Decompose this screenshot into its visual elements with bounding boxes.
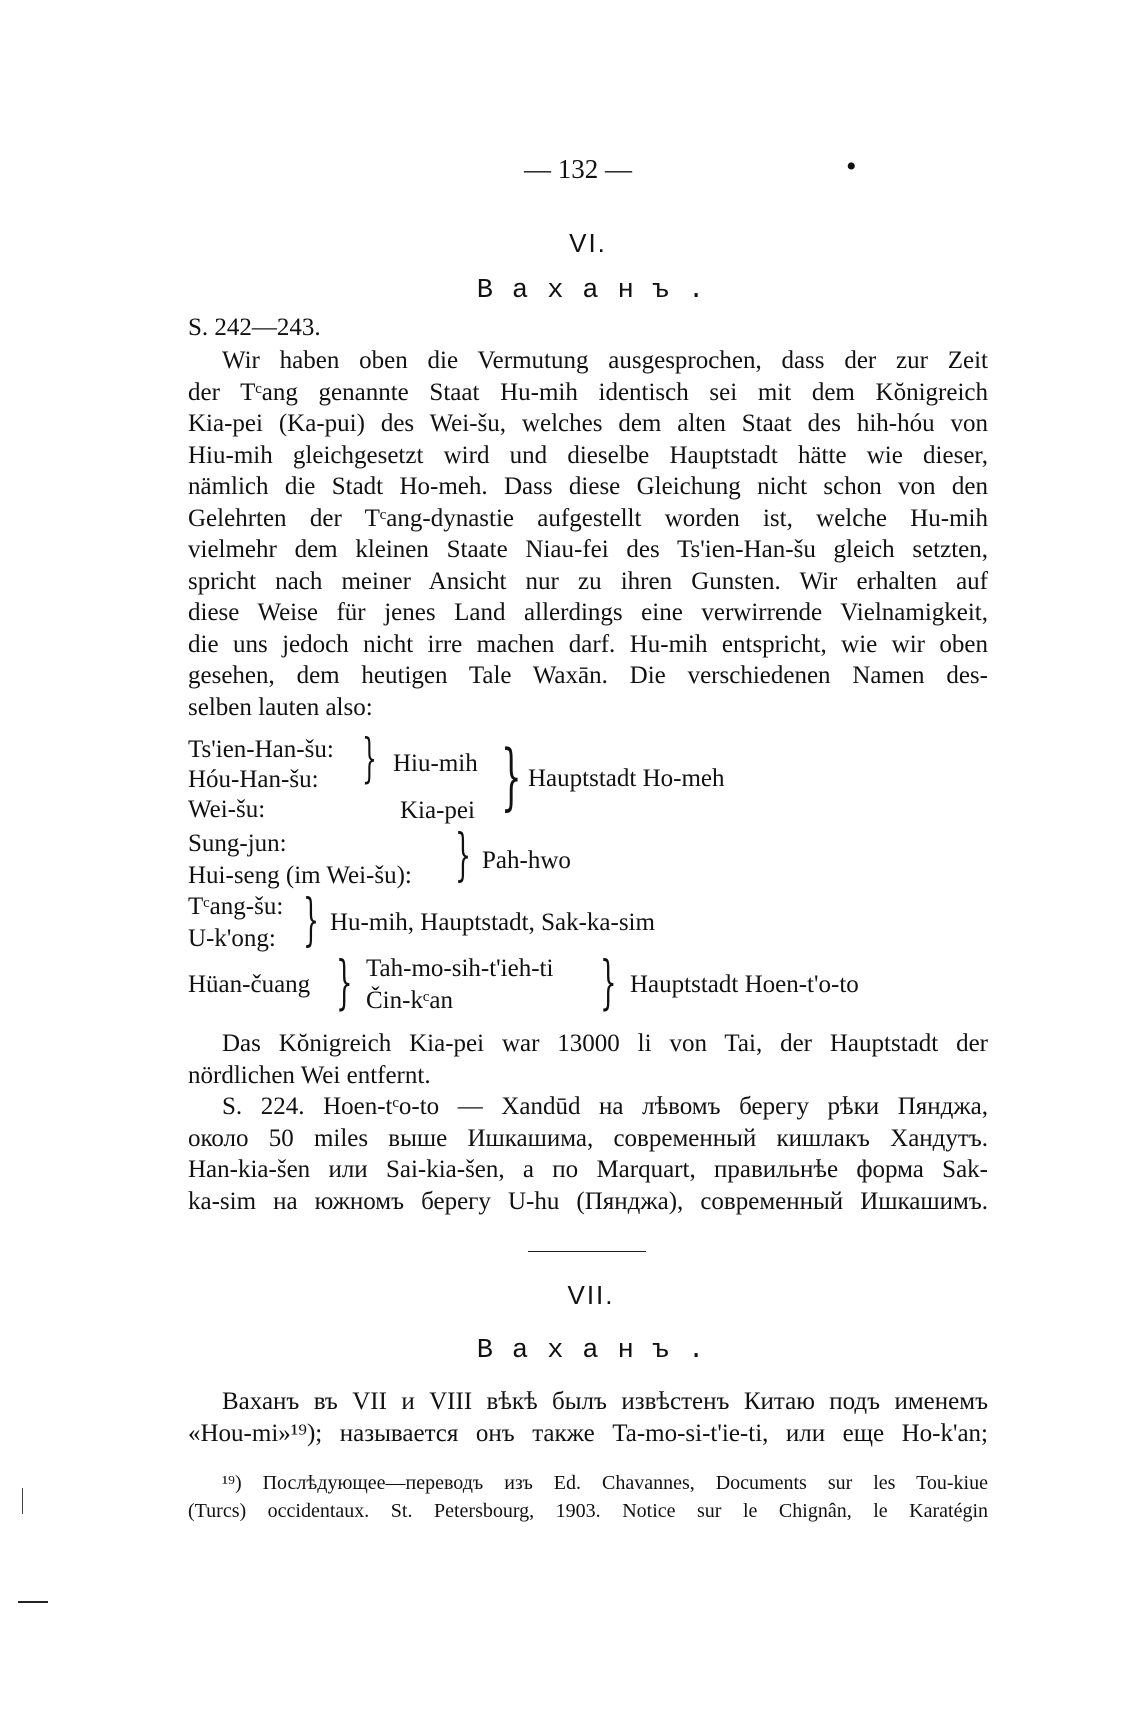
brace-symbol: } [501, 734, 522, 818]
paragraph-vermutung [188, 345, 988, 723]
source-name: Hui-seng (im Wei-šu): [188, 862, 412, 889]
paragraph-line: Gelehrten der Tᶜang-dynastie aufgestellt worden ist, welche Hu-mih [188, 504, 988, 532]
section-title-vakhan-2: Ваханъ. [476, 1336, 724, 1366]
paragraph-line: die uns jedoch nicht irre machen darf. Hu-mih entspricht, wie wir oben [188, 630, 988, 658]
paragraph-line: Hiu-mih gleichgesetzt wird und dieselbe Hauptstadt hätte wie dieser, [188, 441, 988, 469]
country-name: Hiu-mih [393, 750, 478, 777]
capital-result: Pah-hwo [482, 847, 571, 874]
source-name: Tᶜang-šu: [188, 893, 284, 920]
paragraph-line: Kia-pei (Ka-pui) des Wei-šu, welches dem alten Staat des hih-hóu von [188, 410, 988, 437]
footnote-line: (Turcs) occidentaux. St. Petersbourg, 1903. Notice sur le Chignân, le Karatégin [188, 1500, 988, 1522]
paragraph-line: vielmehr dem kleinen Staate Niau-fei des Ts'ien-Han-šu gleich setzten, [188, 536, 988, 563]
paragraph-kia-pei [188, 1028, 988, 1217]
paragraph-vakhan [188, 1386, 988, 1449]
country-name: Kia-pei [400, 797, 475, 824]
capital-result: Hu-mih, Hauptstadt, Sak-ka-sim [330, 909, 655, 936]
paragraph-line: Wir haben oben die Vermutung ausgesprochen, dass der zur Zeit [222, 347, 988, 374]
paragraph-line: около 50 miles выше Ишкашима, современный кишлакъ Хандутъ. [188, 1124, 988, 1152]
section-numeral-vi: VI. [569, 228, 607, 258]
section-divider [528, 1251, 646, 1252]
source-name: Ts'ien-Han-šu: [188, 736, 334, 763]
brace-symbol: } [362, 729, 377, 789]
brace-symbol: } [336, 948, 353, 1016]
footnote [188, 1469, 988, 1525]
brace-symbol: } [455, 823, 472, 888]
capital-result: Hauptstadt Ho-meh [528, 765, 725, 792]
paragraph-line: «Hou-mi»¹⁹); называется онъ также Ta-mo-si-t'ie-ti, или еще Ho-k'an; [188, 1419, 988, 1447]
capital-result: Hauptstadt Hoen-t'o-to [630, 971, 859, 998]
paragraph-line: Das Kŏnigreich Kia-pei war 13000 li von Tai, der Hauptstadt der [222, 1030, 988, 1057]
paragraph-line: ka-sim на южномъ берегу U-hu (Пянджа), современный Ишкашимъ. [188, 1187, 988, 1215]
paragraph-line: Han-kia-šen или Sai-kia-šen, а по Marquart, правильнѣе форма Sak- [188, 1156, 988, 1183]
source-name: Sung-jun: [188, 830, 287, 857]
paragraph-line: nördlichen Wei entfernt. [188, 1061, 431, 1089]
brace-symbol: } [303, 888, 320, 953]
paragraph-line: selben lauten also: [188, 693, 373, 721]
stray-dot: • [846, 150, 857, 183]
source-name: Hóu-Han-šu: [188, 766, 319, 793]
paragraph-line: Ваханъ въ VII и VIII вѣкѣ былъ извѣстенъ Китаю подъ именемъ [222, 1388, 988, 1415]
page-number: — 132 — [524, 154, 632, 184]
paragraph-line: nämlich die Stadt Ho-meh. Dass diese Gleichung nicht schon von den [188, 473, 988, 500]
margin-mark [22, 1488, 23, 1514]
paragraph-line: spricht nach meiner Ansicht nur zu ihren Gunsten. Wir erhalten auf [188, 567, 988, 595]
section-numeral-vii: VII. [567, 1280, 615, 1310]
country-name: Tah-mo-sih-t'ieh-ti [366, 955, 554, 982]
source-name: U-k'ong: [188, 925, 276, 952]
source-name: Hüan-čuang [188, 971, 311, 998]
paragraph-line: diese Weise für jenes Land allerdings eine verwirrende Vielnamigkeit, [188, 599, 988, 626]
section-reference: S. 242—243. [188, 314, 321, 341]
paragraph-line: gesehen, dem heutigen Tale Waxān. Die verschiedenen Namen des- [188, 662, 988, 689]
country-name: Čin-kᶜan [366, 987, 453, 1014]
paragraph-line: S. 224. Hoen-tᶜo-to — Xandūd на лѣвомъ берегу рѣки Пянджа, [222, 1093, 988, 1120]
source-name: Wei-šu: [188, 796, 266, 823]
footnote-line: ¹⁹) Послѣдующее—переводъ изъ Ed. Chavannes, Documents sur les Tou-kiue [222, 1472, 988, 1494]
section-title-vakhan-1: Ваханъ. [476, 276, 724, 306]
brace-symbol: } [600, 948, 617, 1016]
paragraph-line: der Tᶜang genannte Staat Hu-mih identisch sei mit dem Kŏnigreich [188, 378, 988, 406]
margin-mark [18, 1601, 48, 1603]
